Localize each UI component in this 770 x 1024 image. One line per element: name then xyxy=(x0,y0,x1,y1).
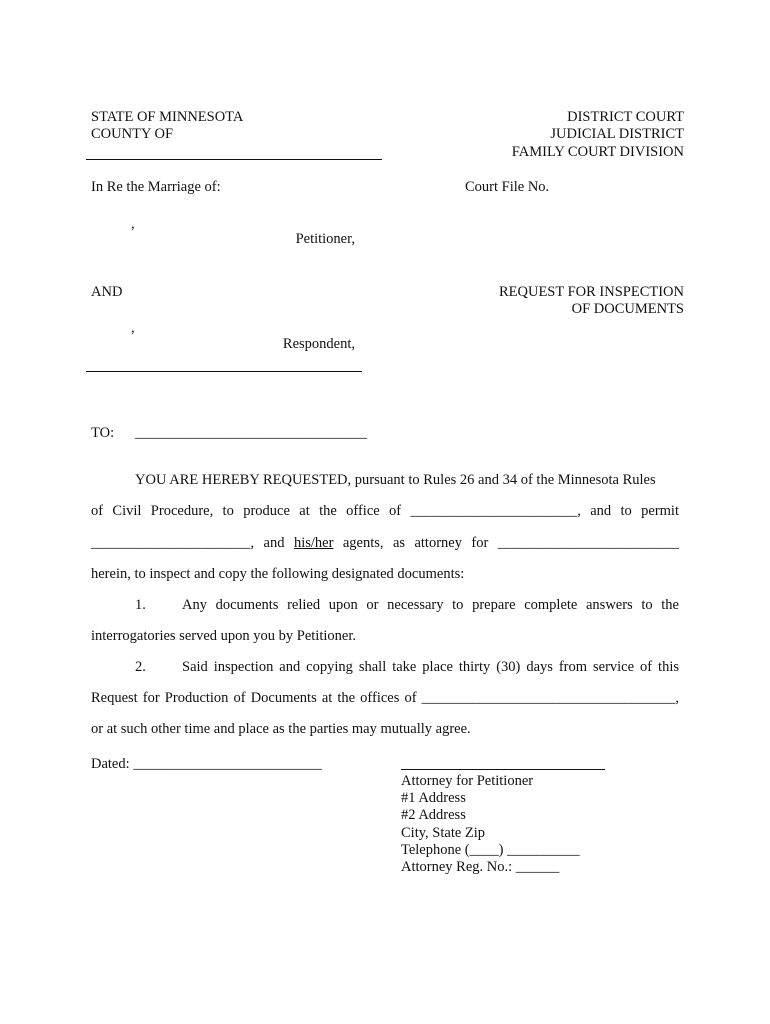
para1-line2: of Civil Procedure, to produce at the office of _______________________, and to permit xyxy=(91,503,679,519)
item2-line1: Said inspection and copying shall take place thirty (30) days from service of this xyxy=(182,659,679,675)
para1-line1: YOU ARE HEREBY REQUESTED, pursuant to Rules 26 and 34 of the Minnesota Rules xyxy=(135,472,656,488)
to-label: TO: xyxy=(91,425,115,441)
caption-rule-top xyxy=(86,159,382,160)
document-title-line-2: OF DOCUMENTS xyxy=(571,301,684,317)
address-line-2: #2 Address xyxy=(401,807,466,823)
item1-line1: Any documents relied upon or necessary to prepare complete answers to the xyxy=(182,597,679,613)
signature-rule xyxy=(401,769,605,770)
petitioner-comma: , xyxy=(131,216,135,232)
state-label: STATE OF MINNESOTA xyxy=(91,109,244,125)
district-label: JUDICIAL DISTRICT xyxy=(550,126,684,142)
his-her-underlined: his/her xyxy=(293,535,334,551)
division-label: FAMILY COURT DIVISION xyxy=(511,144,684,160)
address-line-1: #1 Address xyxy=(401,790,466,806)
court-file-no-label: Court File No. xyxy=(465,179,550,195)
city-state-zip: City, State Zip xyxy=(401,825,486,841)
item2-line3: or at such other time and place as the parties may mutually agree. xyxy=(91,721,471,737)
dated-line: Dated: __________________________ xyxy=(91,756,322,772)
court-label: DISTRICT COURT xyxy=(567,109,684,125)
para1-line3-a: ______________________, and xyxy=(91,535,285,551)
item1-number: 1. xyxy=(135,597,146,613)
petitioner-label: Petitioner, xyxy=(295,231,355,247)
attorney-for-petitioner: Attorney for Petitioner xyxy=(401,773,534,789)
para1-line4: herein, to inspect and copy the following designated documents: xyxy=(91,566,465,582)
para1-line3-c: agents, as attorney for _________________________ xyxy=(342,535,679,551)
item1-line2: interrogatories served upon you by Petitioner. xyxy=(91,628,356,644)
item2-number: 2. xyxy=(135,659,146,675)
to-blank: ________________________________ xyxy=(135,425,367,441)
para1-line3 xyxy=(91,535,679,552)
county-label: COUNTY OF xyxy=(91,126,174,142)
caption-rule-bottom xyxy=(86,371,362,372)
document-title-line-1: REQUEST FOR INSPECTION xyxy=(498,284,684,300)
in-re-label: In Re the Marriage of: xyxy=(91,179,221,195)
respondent-label: Respondent, xyxy=(282,336,355,352)
and-label: AND xyxy=(91,284,123,300)
attorney-reg-no: Attorney Reg. No.: ______ xyxy=(401,859,560,875)
respondent-comma: , xyxy=(131,320,135,336)
telephone-line: Telephone (____) __________ xyxy=(401,842,580,858)
item2-line2: Request for Production of Documents at the offices of ___________________________________, xyxy=(91,690,679,706)
